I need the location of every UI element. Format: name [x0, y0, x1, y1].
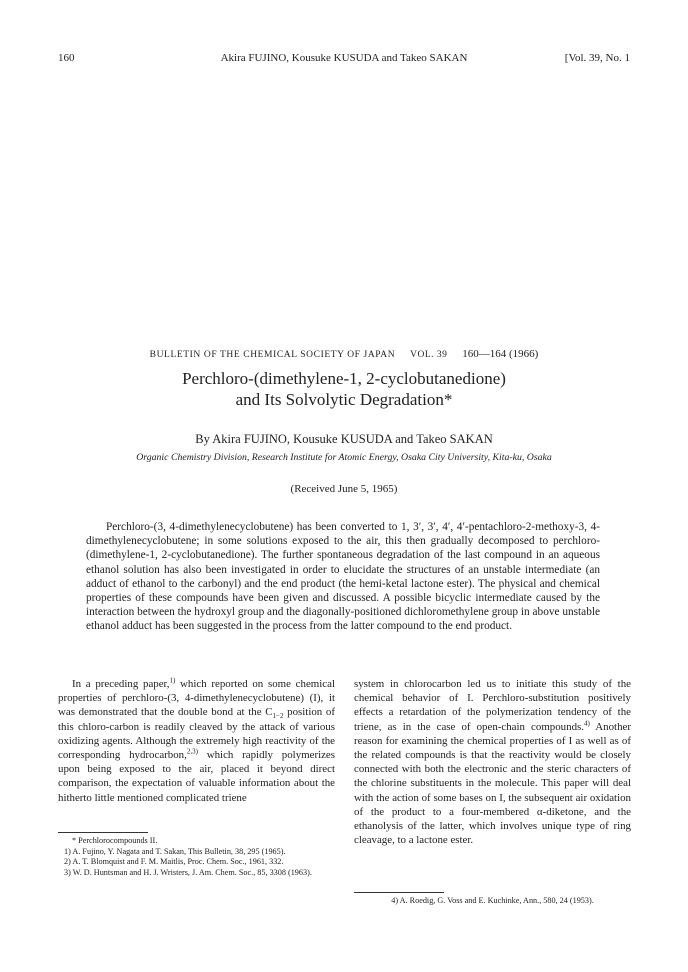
title-line-2: and Its Solvolytic Degradation*	[235, 390, 453, 409]
left-text-a: In a preceding paper,	[72, 678, 170, 690]
journal-volume: VOL. 39	[410, 350, 448, 360]
left-text-d: which rapidly polymerizes upon being exposed to the air, placed it beyond direct comparison, the expectation of valuable information about the hitherto little mentioned complicated triene	[58, 749, 335, 804]
ref-1: 1)	[169, 676, 176, 685]
page-number: 160	[58, 52, 75, 64]
footnote-divider	[58, 832, 148, 833]
footnote: 4) A. Roedig, G. Voss and E. Kuchinke, Ann., 580, 24 (1953).	[391, 896, 594, 905]
left-footnotes	[58, 832, 335, 878]
journal-pages: 160—164 (1966)	[462, 348, 539, 360]
running-authors: Akira FUJINO, Kousuke KUSUDA and Takeo SAKAN	[220, 52, 468, 64]
left-text-c: position of this chloro-carbon is readily cleaved by the attack of various oxidizing agents. Although the extremely high reactivity of the corresponding hydrocarbon,	[58, 706, 335, 762]
right-column	[354, 677, 631, 847]
footnote: * Perchlorocompounds II.	[72, 836, 158, 845]
running-header	[58, 52, 630, 68]
right-text-a: system in chlorocarbon led us to initiate this study of the chemical behavior of I. Perchloro-substitution positively effects a retardation of the polymerization tendency of the triene, as in the case of open-chain compounds.	[354, 678, 631, 733]
volume-issue: [Vol. 39, No. 1	[564, 52, 630, 64]
affiliation: Organic Chemistry Division, Research Institute for Atomic Energy, Osaka City University, Kita-ku, Osaka	[136, 452, 552, 463]
ref-2-3: 2,3)	[186, 747, 198, 756]
right-text-b: Another reason for examining the chemical properties of I as well as of the related compounds is that the reactivity would be closely connected with both the electronic and the steric characters of the chlorine substituents in the molecule. This paper will deal with the action of some bases on I, the subsequent air oxidation of the product to a four-membered α-diketone, and the ethanolysis of the latter, which involves unique type of ring cleavage, to a lactone ester.	[354, 720, 631, 847]
right-footnotes	[354, 892, 631, 907]
carbon-subscript: 1−2	[272, 712, 284, 721]
footnote: 1) A. Fujino, Y. Nagata and T. Sakan, This Bulletin, 38, 295 (1965).	[64, 846, 286, 856]
footnote-divider	[354, 892, 444, 893]
article-title	[58, 368, 630, 410]
byline: By Akira FUJINO, Kousuke KUSUDA and Takeo SAKAN	[195, 432, 493, 446]
received-date: (Received June 5, 1965)	[290, 483, 398, 495]
abstract: Perchloro-(3, 4-dimethylenecyclobutene) has been converted to 1, 3′, 3′, 4′, 4′-pentachloro-2-methoxy-3, 4-dimethylenecyclobutene; in some solutions exposed to the air, this then gradually decomposed to perchloro-(dimethylene-1, 2-cyclobutanedione). The further spontaneous degradation of the last compound in an aqueous ethanol solution has also been investigated in order to elucidate the structures of an unstable intermediate (an adduct of ethanol to the carbonyl) and the end product (the hemi-ketal lactone ester). The physical and chemical properties of these compounds have been given and discussed. A possible bicyclic intermediate caused by the interaction between the hydroxyl group and the diagonally-positioned dichloromethylene group in above unstable ethanol adduct has been suggested in the process from the latter compound to the end product.	[86, 521, 600, 633]
right-paragraph	[354, 677, 631, 847]
footnote: 3) W. D. Huntsman and H. J. Wristers, J. Am. Chem. Soc., 85, 3308 (1963).	[64, 867, 312, 877]
journal-name: BULLETIN OF THE CHEMICAL SOCIETY OF JAPAN	[149, 350, 396, 360]
footnote: 2) A. T. Blomquist and F. M. Maitlis, Proc. Chem. Soc., 1961, 332.	[64, 857, 284, 867]
journal-line	[58, 348, 630, 360]
title-line-1: Perchloro-(dimethylene-1, 2-cyclobutanedione)	[182, 369, 506, 388]
left-column	[58, 677, 335, 805]
ref-4: 4)	[583, 718, 590, 727]
left-text-b: which reported on some chemical properties of perchloro-(3, 4-dimethylenecyclobutene) (I), it was demonstrated that the double bond at the C	[58, 678, 335, 719]
left-paragraph	[58, 677, 335, 805]
